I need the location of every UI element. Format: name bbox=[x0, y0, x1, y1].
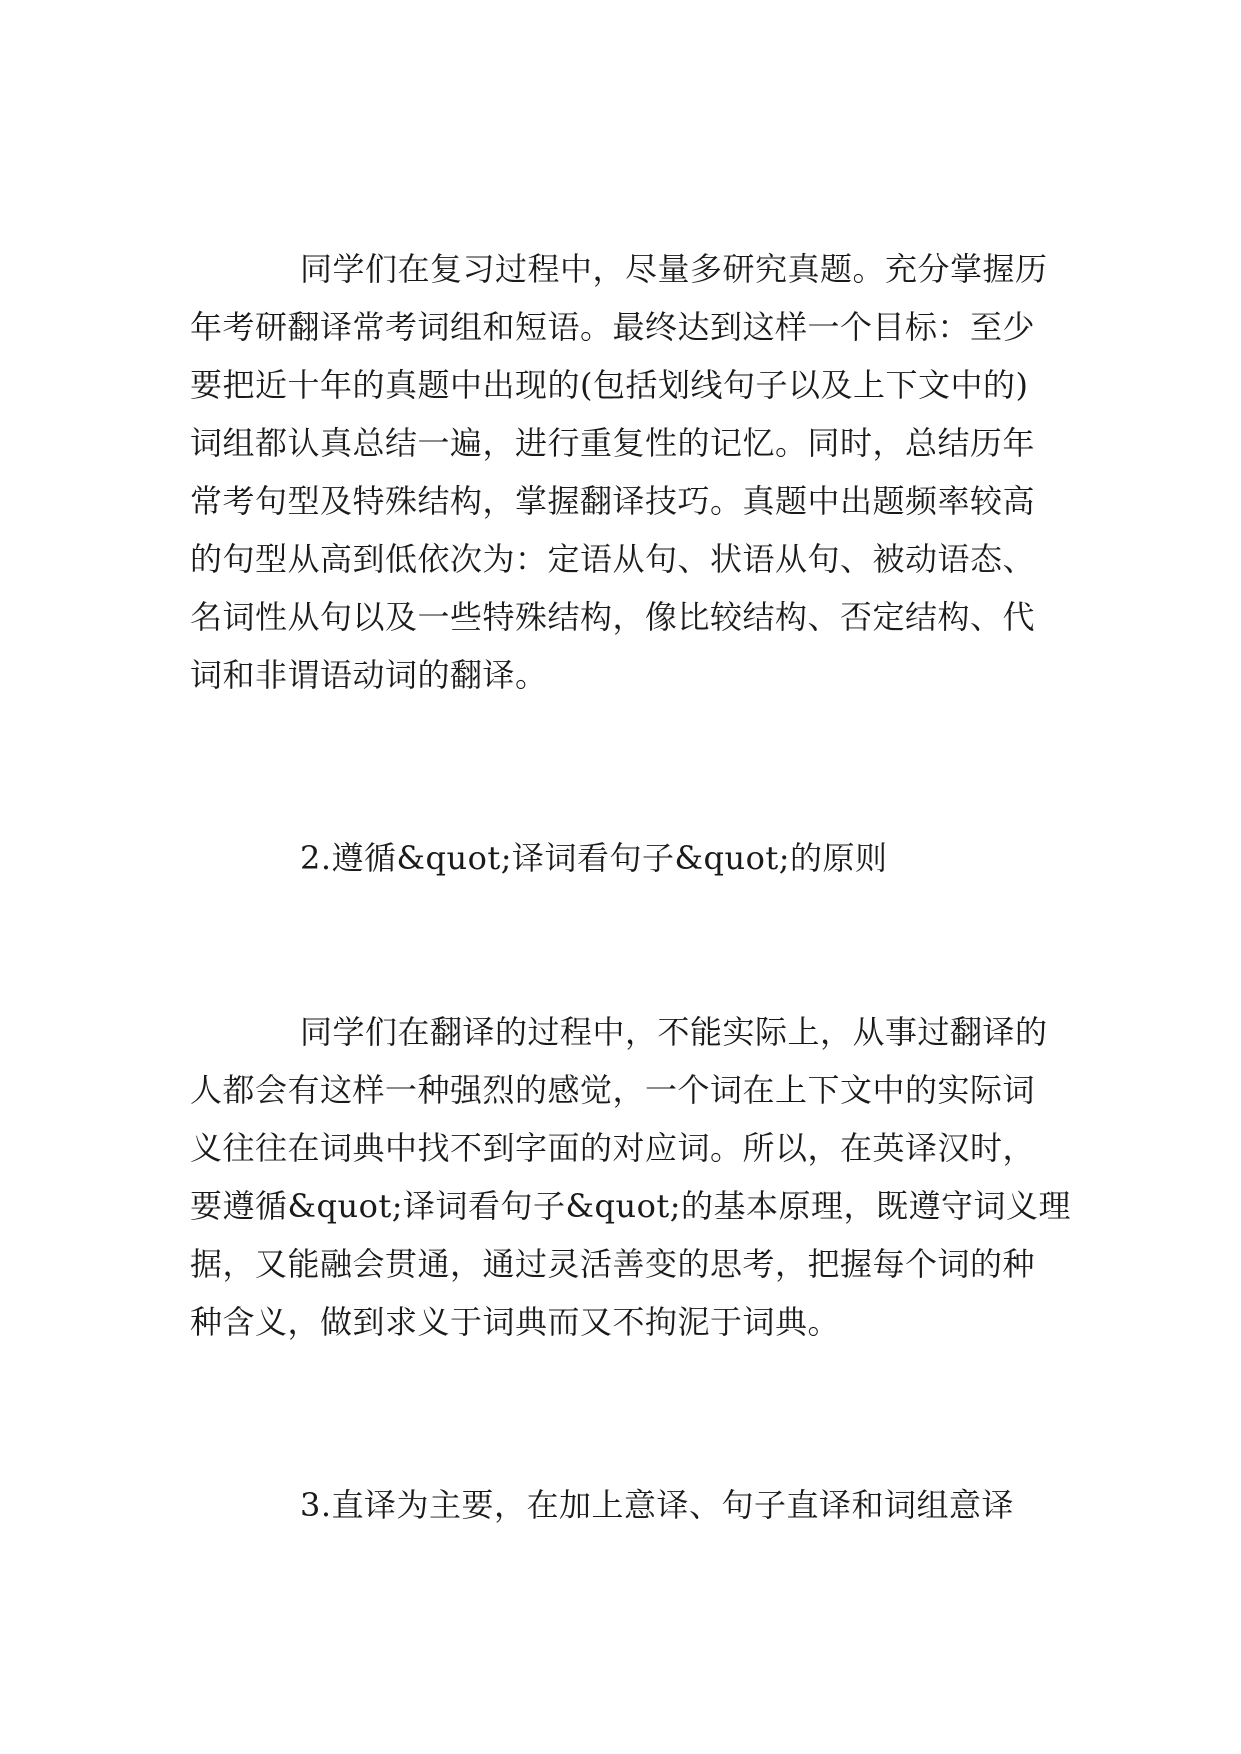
paragraph-1-line-5: 常考句型及特殊结构，掌握翻译技巧。真题中出题频率较高 bbox=[190, 482, 1036, 520]
paragraph-2-line-6: 种含义，做到求义于词典而又不拘泥于词典。 bbox=[190, 1303, 841, 1341]
section-heading-3: 3.直译为主要，在加上意译、句子直译和词组意译 bbox=[300, 1486, 1015, 1524]
paragraph-1-line-4: 词组都认真总结一遍，进行重复性的记忆。同时，总结历年 bbox=[190, 424, 1036, 462]
paragraph-1-line-8: 词和非谓语动词的翻译。 bbox=[190, 656, 548, 694]
paragraph-2-line-1: 同学们在翻译的过程中，不能实际上，从事过翻译的 bbox=[300, 1013, 1048, 1051]
paragraph-2-line-3: 义往往在词典中找不到字面的对应词。所以，在英译汉时， bbox=[190, 1129, 1036, 1167]
paragraph-1-line-1: 同学们在复习过程中，尽量多研究真题。充分掌握历 bbox=[300, 250, 1048, 288]
paragraph-2-line-2: 人都会有这样一种强烈的感觉，一个词在上下文中的实际词 bbox=[190, 1071, 1036, 1109]
paragraph-1-line-6: 的句型从高到低依次为：定语从句、状语从句、被动语态、 bbox=[190, 540, 1036, 578]
paragraph-1-line-2: 年考研翻译常考词组和短语。最终达到这样一个目标：至少 bbox=[190, 308, 1036, 346]
paragraph-2-line-5: 据，又能融会贯通，通过灵活善变的思考，把握每个词的种 bbox=[190, 1245, 1036, 1283]
paragraph-1-line-3: 要把近十年的真题中出现的(包括划线句子以及上下文中的) bbox=[190, 366, 1029, 404]
paragraph-1-line-7: 名词性从句以及一些特殊结构，像比较结构、否定结构、代 bbox=[190, 598, 1036, 636]
section-heading-2: 2.遵循&quot;译词看句子&quot;的原则 bbox=[300, 839, 888, 877]
paragraph-2-line-4: 要遵循&quot;译词看句子&quot;的基本原理，既遵守词义理 bbox=[190, 1187, 1071, 1225]
